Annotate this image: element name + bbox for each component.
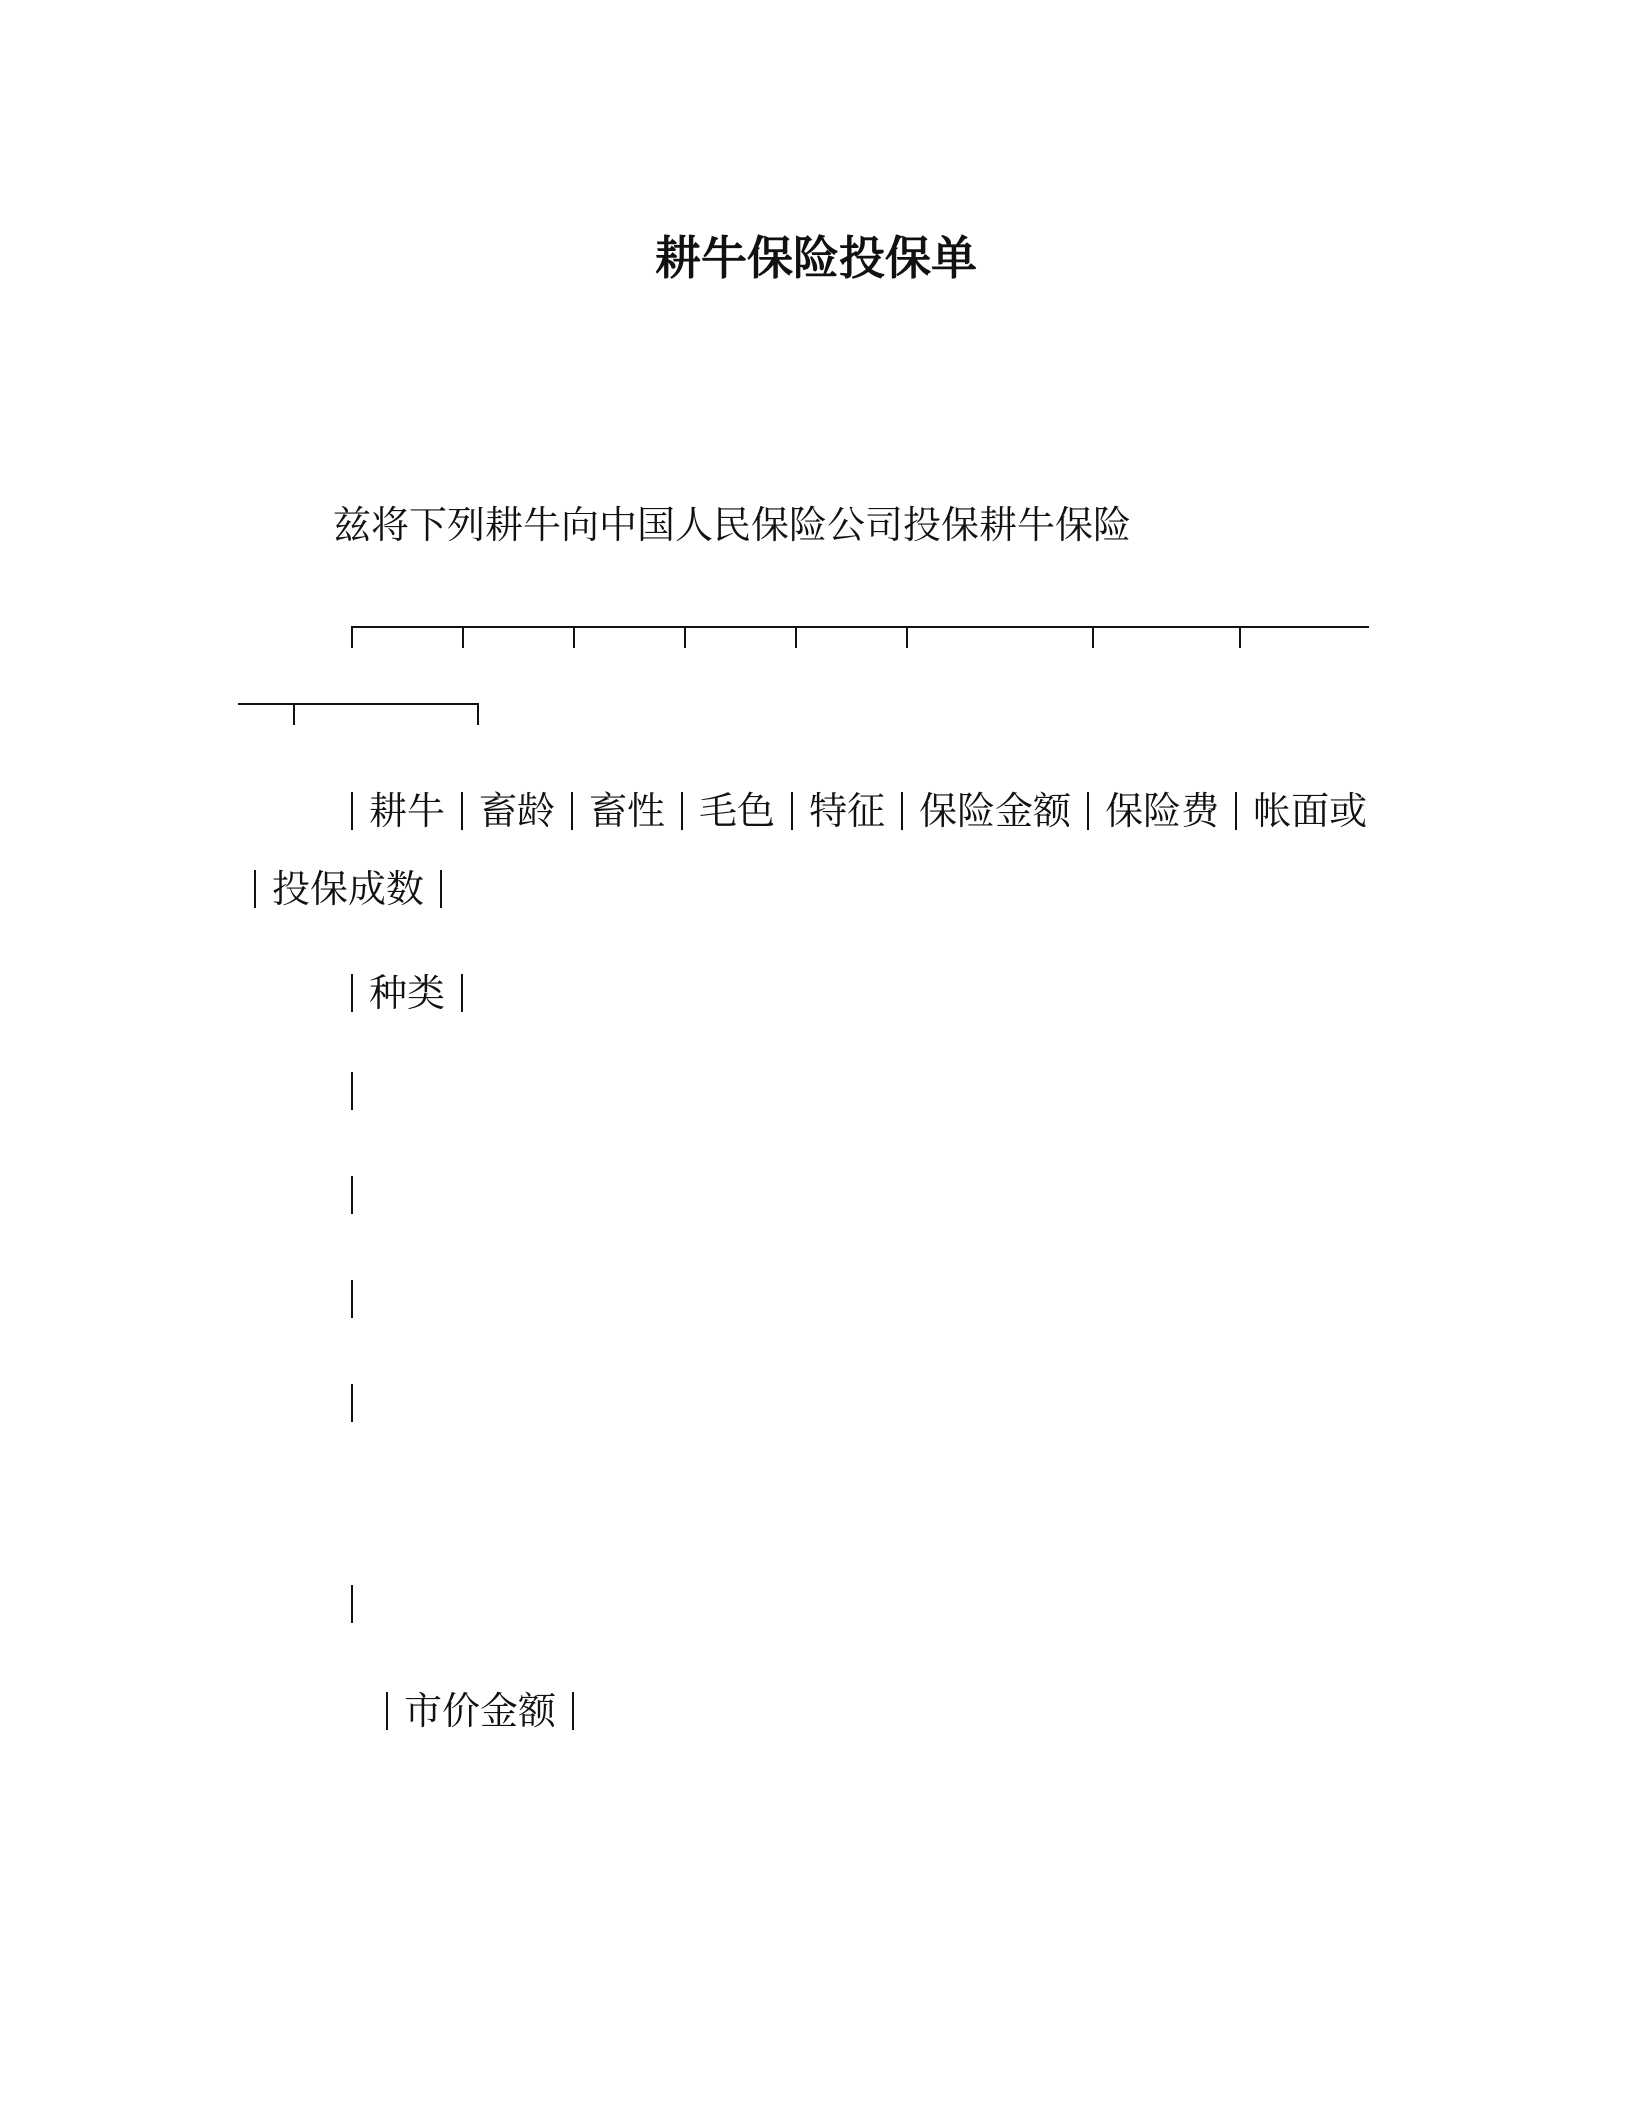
- document-title: 耕牛保险投保单: [655, 231, 977, 285]
- column-header: 特征: [809, 789, 886, 833]
- column-divider: [386, 1692, 388, 1730]
- column-divider: [351, 974, 353, 1012]
- column-divider: [901, 792, 903, 830]
- table-top-rule: [351, 626, 1369, 628]
- empty-row-marker: [351, 1280, 353, 1318]
- table-tick: [1239, 626, 1241, 648]
- column-divider: [254, 870, 256, 908]
- column-divider: [572, 1692, 574, 1730]
- table-wrap-rule: [238, 703, 478, 705]
- column-divider: [1235, 792, 1237, 830]
- table-tick: [1092, 626, 1094, 648]
- empty-row-marker: [351, 1176, 353, 1214]
- column-header: 帐面或: [1253, 789, 1368, 833]
- footer-header-row: [370, 1680, 590, 1735]
- column-header: 市价金额: [404, 1689, 557, 1733]
- empty-row-marker: [351, 1072, 353, 1110]
- column-header: 畜龄: [479, 789, 556, 833]
- column-divider: [440, 870, 442, 908]
- table-tick: [477, 703, 479, 725]
- column-header: 耕牛: [369, 789, 446, 833]
- table-tick: [906, 626, 908, 648]
- column-divider: [571, 792, 573, 830]
- column-divider: [791, 792, 793, 830]
- column-header: 种类: [369, 971, 446, 1015]
- column-header: 投保成数: [272, 867, 425, 911]
- empty-row-marker: [351, 1585, 353, 1623]
- column-divider: [461, 792, 463, 830]
- column-header: 毛色: [699, 789, 776, 833]
- column-header: 畜性: [589, 789, 666, 833]
- column-header: 保险金额: [919, 789, 1072, 833]
- empty-row-marker: [351, 1384, 353, 1422]
- table-tick: [795, 626, 797, 648]
- column-header: 保险费: [1105, 789, 1220, 833]
- column-divider: [681, 792, 683, 830]
- column-divider: [1087, 792, 1089, 830]
- table-tick: [462, 626, 464, 648]
- intro-text: 兹将下列耕牛向中国人民保险公司投保耕牛保险: [333, 503, 1132, 547]
- column-divider: [461, 974, 463, 1012]
- column-divider: [351, 792, 353, 830]
- table-header-row: [333, 780, 1367, 835]
- table-tick: [573, 626, 575, 648]
- table-tick: [684, 626, 686, 648]
- table-tick: [351, 626, 353, 648]
- table-tick: [293, 703, 295, 725]
- table-header-row: [238, 858, 458, 913]
- table-header-row: [333, 962, 479, 1017]
